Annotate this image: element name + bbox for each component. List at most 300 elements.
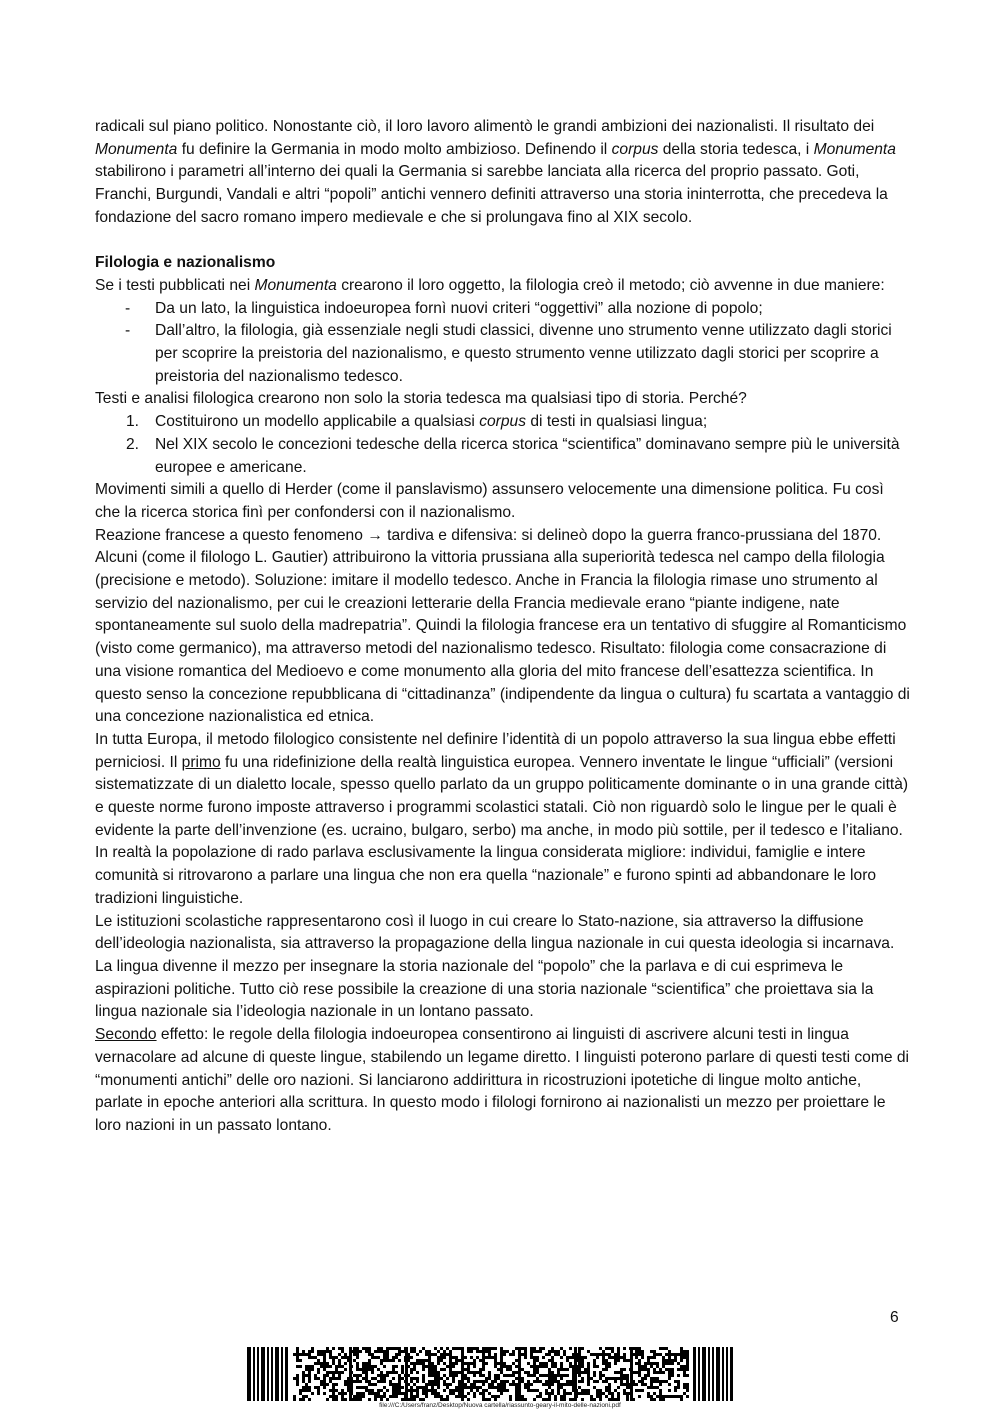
barcode-module [650, 1383, 653, 1386]
barcode-module [677, 1353, 680, 1356]
barcode-module [542, 1383, 545, 1386]
barcode-module [602, 1392, 605, 1395]
barcode-module [296, 1383, 299, 1386]
barcode-module [539, 1380, 542, 1383]
barcode-module [659, 1398, 662, 1401]
barcode-module [662, 1347, 665, 1350]
barcode-module [356, 1356, 359, 1359]
barcode-module [392, 1347, 395, 1350]
barcode-module [326, 1383, 329, 1386]
barcode-module [392, 1377, 395, 1380]
barcode-module [398, 1374, 401, 1377]
barcode-module [323, 1350, 326, 1353]
barcode-module [638, 1353, 641, 1356]
barcode-module [437, 1377, 440, 1380]
barcode-module [539, 1347, 542, 1350]
barcode-module [473, 1365, 476, 1368]
barcode-module [623, 1356, 626, 1359]
barcode-module [665, 1353, 668, 1356]
barcode-module [341, 1395, 344, 1398]
barcode-module [560, 1386, 563, 1389]
barcode-module [626, 1392, 629, 1395]
barcode-module [536, 1365, 539, 1368]
barcode-module [674, 1395, 677, 1398]
barcode-module [389, 1347, 392, 1350]
barcode-module [602, 1374, 605, 1377]
barcode-module [626, 1383, 629, 1386]
barcode-module [554, 1380, 557, 1383]
barcode-module [449, 1392, 452, 1395]
barcode-module [422, 1389, 425, 1392]
barcode-module [593, 1380, 596, 1383]
barcode-module [560, 1374, 563, 1377]
barcode-module [515, 1392, 518, 1395]
barcode-module [614, 1353, 617, 1356]
barcode-module [656, 1371, 659, 1374]
barcode-module [626, 1359, 629, 1362]
barcode-module [509, 1365, 512, 1368]
barcode-module [329, 1395, 332, 1398]
barcode-module [479, 1392, 482, 1395]
barcode-module [599, 1347, 602, 1350]
barcode-module [515, 1383, 518, 1386]
barcode-module [443, 1380, 446, 1383]
barcode-module [554, 1353, 557, 1356]
barcode-module [539, 1374, 542, 1377]
barcode-module [458, 1392, 461, 1395]
barcode-module [467, 1347, 470, 1350]
barcode-module [371, 1365, 374, 1368]
barcode-module [473, 1374, 476, 1377]
barcode-module [620, 1380, 623, 1383]
barcode-module [395, 1392, 398, 1395]
barcode-module [485, 1362, 488, 1365]
barcode-module [686, 1359, 689, 1362]
barcode-module [593, 1386, 596, 1389]
barcode-module [464, 1362, 467, 1365]
barcode-module [368, 1389, 371, 1392]
barcode-module [578, 1374, 581, 1377]
barcode-module [545, 1392, 548, 1395]
barcode-module [623, 1359, 626, 1362]
barcode-module [449, 1362, 452, 1365]
barcode-module [302, 1389, 305, 1392]
barcode-module [683, 1383, 686, 1386]
barcode-module [533, 1359, 536, 1362]
dash-list [95, 298, 910, 389]
barcode-module [311, 1350, 314, 1353]
barcode-module [485, 1356, 488, 1359]
barcode-module [410, 1368, 413, 1371]
barcode-module [356, 1377, 359, 1380]
barcode-module [503, 1362, 506, 1365]
barcode-module [527, 1383, 530, 1386]
barcode-module [341, 1356, 344, 1359]
barcode-module [416, 1386, 419, 1389]
barcode-module [599, 1398, 602, 1401]
barcode-module [332, 1389, 335, 1392]
barcode-module [401, 1368, 404, 1371]
barcode-module [452, 1374, 455, 1377]
barcode-module [443, 1374, 446, 1377]
barcode-module [650, 1362, 653, 1365]
barcode-module [521, 1395, 524, 1398]
barcode-module [578, 1368, 581, 1371]
barcode-module [578, 1356, 581, 1359]
barcode-module [344, 1353, 347, 1356]
barcode-module [656, 1362, 659, 1365]
barcode-module [425, 1392, 428, 1395]
barcode-module [305, 1395, 308, 1398]
barcode-module [443, 1356, 446, 1359]
barcode-module [335, 1377, 338, 1380]
barcode-module [377, 1389, 380, 1392]
barcode-module [299, 1353, 302, 1356]
barcode-module [551, 1356, 554, 1359]
barcode-module [332, 1386, 335, 1389]
barcode-module [686, 1368, 689, 1371]
barcode-module [605, 1386, 608, 1389]
barcode-module [308, 1377, 311, 1380]
barcode-module [392, 1389, 395, 1392]
barcode-module [467, 1386, 470, 1389]
barcode-module [452, 1347, 455, 1350]
barcode-module [599, 1374, 602, 1377]
barcode-module [554, 1377, 557, 1380]
barcode-module [491, 1383, 494, 1386]
barcode-module [314, 1377, 317, 1380]
barcode-module [614, 1362, 617, 1365]
barcode-module [530, 1356, 533, 1359]
barcode-module [446, 1353, 449, 1356]
barcode-module [590, 1353, 593, 1356]
barcode-module [353, 1380, 356, 1383]
barcode-module [365, 1350, 368, 1353]
barcode-module [425, 1395, 428, 1398]
barcode-module [422, 1347, 425, 1350]
barcode-module [584, 1356, 587, 1359]
barcode-module [656, 1377, 659, 1380]
barcode-module [371, 1389, 374, 1392]
barcode-module [482, 1350, 485, 1353]
barcode-module [500, 1362, 503, 1365]
barcode-module [608, 1353, 611, 1356]
barcode-module [614, 1356, 617, 1359]
barcode-module [563, 1389, 566, 1392]
barcode-module [617, 1377, 620, 1380]
barcode-module [494, 1398, 497, 1401]
barcode-module [485, 1377, 488, 1380]
barcode-module [500, 1392, 503, 1395]
barcode-module [353, 1359, 356, 1362]
barcode-module [494, 1359, 497, 1362]
barcode-module [296, 1350, 299, 1353]
barcode-module [515, 1371, 518, 1374]
barcode-module [560, 1356, 563, 1359]
italic-text: Monumenta [254, 276, 337, 294]
barcode-module [578, 1359, 581, 1362]
barcode-module [329, 1380, 332, 1383]
barcode-module [659, 1383, 662, 1386]
barcode-module [449, 1353, 452, 1356]
barcode-module [491, 1347, 494, 1350]
barcode-module [452, 1389, 455, 1392]
barcode-module [398, 1386, 401, 1389]
barcode-module [587, 1362, 590, 1365]
barcode-module [380, 1350, 383, 1353]
barcode-module [563, 1383, 566, 1386]
barcode-module [326, 1350, 329, 1353]
barcode-module [299, 1389, 302, 1392]
barcode-module [488, 1356, 491, 1359]
barcode-module [623, 1392, 626, 1395]
barcode-module [374, 1350, 377, 1353]
barcode-module [476, 1371, 479, 1374]
barcode-module [344, 1383, 347, 1386]
barcode-module [554, 1374, 557, 1377]
barcode-module [479, 1359, 482, 1362]
barcode-bar [722, 1347, 724, 1401]
barcode-module [308, 1380, 311, 1383]
barcode-module [416, 1377, 419, 1380]
barcode-module [605, 1389, 608, 1392]
barcode-module [482, 1383, 485, 1386]
barcode-module [515, 1359, 518, 1362]
barcode-module [416, 1389, 419, 1392]
barcode-module [548, 1350, 551, 1353]
barcode-module [446, 1386, 449, 1389]
barcode-module [566, 1392, 569, 1395]
barcode-module [464, 1386, 467, 1389]
barcode-module [485, 1389, 488, 1392]
barcode-module [596, 1365, 599, 1368]
barcode-module [674, 1389, 677, 1392]
barcode-module [464, 1383, 467, 1386]
barcode-module [434, 1380, 437, 1383]
barcode-module [323, 1383, 326, 1386]
barcode-module [356, 1362, 359, 1365]
barcode-module [362, 1377, 365, 1380]
barcode-module [365, 1371, 368, 1374]
barcode-module [425, 1389, 428, 1392]
barcode-module [362, 1365, 365, 1368]
barcode-module [506, 1365, 509, 1368]
barcode-module [596, 1389, 599, 1392]
barcode-module [635, 1353, 638, 1356]
barcode-module [617, 1386, 620, 1389]
barcode-module [455, 1386, 458, 1389]
barcode-module [512, 1374, 515, 1377]
barcode-module [668, 1368, 671, 1371]
barcode-module [296, 1347, 299, 1350]
barcode-module [302, 1374, 305, 1377]
barcode-module [452, 1377, 455, 1380]
barcode-module [509, 1398, 512, 1401]
barcode-module [602, 1380, 605, 1383]
barcode-module [545, 1353, 548, 1356]
barcode-module [500, 1389, 503, 1392]
barcode-bar [461, 1347, 464, 1401]
barcode-module [587, 1383, 590, 1386]
barcode-module [356, 1368, 359, 1371]
barcode-module [635, 1362, 638, 1365]
list-item [95, 320, 910, 388]
barcode-bar [275, 1347, 279, 1401]
barcode-module [359, 1374, 362, 1377]
barcode-module [434, 1374, 437, 1377]
barcode-bar [702, 1347, 706, 1401]
barcode-module [446, 1377, 449, 1380]
barcode-module [380, 1398, 383, 1401]
barcode-module [293, 1353, 296, 1356]
paragraph-method [95, 275, 910, 298]
barcode-module [536, 1359, 539, 1362]
barcode-module [314, 1362, 317, 1365]
barcode-module [668, 1353, 671, 1356]
barcode-module [539, 1392, 542, 1395]
list-item [95, 411, 910, 434]
barcode-module [653, 1386, 656, 1389]
barcode-module [500, 1359, 503, 1362]
barcode-module [653, 1392, 656, 1395]
barcode-module [644, 1365, 647, 1368]
barcode-module [536, 1371, 539, 1374]
barcode-module [515, 1347, 518, 1350]
barcode-module [674, 1386, 677, 1389]
barcode-module [653, 1398, 656, 1401]
footer-file-path: file:///C:/Users/franz/Desktop/Nuova cartella/riassunto-geary-il-mito-delle-nazioni.pdf [379, 1402, 621, 1409]
barcode-module [479, 1374, 482, 1377]
barcode-module [680, 1356, 683, 1359]
barcode-module [482, 1389, 485, 1392]
barcode-module [455, 1371, 458, 1374]
barcode-module [428, 1389, 431, 1392]
barcode-module [422, 1398, 425, 1401]
barcode-module [374, 1392, 377, 1395]
barcode-module [320, 1365, 323, 1368]
barcode-module [416, 1371, 419, 1374]
barcode-module [674, 1353, 677, 1356]
barcode-module [479, 1386, 482, 1389]
barcode-module [680, 1353, 683, 1356]
barcode-module [650, 1380, 653, 1383]
text-run: radicali sul piano politico. Nonostante ciò, il loro lavoro alimentò le grandi ambizioni dei nazionalisti. Il risultato dei [95, 118, 875, 135]
barcode-module [500, 1353, 503, 1356]
barcode-module [512, 1362, 515, 1365]
barcode-module [530, 1365, 533, 1368]
barcode-module [578, 1353, 581, 1356]
barcode-module [410, 1380, 413, 1383]
barcode-module [653, 1368, 656, 1371]
barcode-module [440, 1377, 443, 1380]
barcode-module [578, 1347, 581, 1350]
barcode-module [311, 1347, 314, 1350]
barcode-module [608, 1386, 611, 1389]
barcode-module [392, 1371, 395, 1374]
barcode-module [488, 1383, 491, 1386]
barcode-module [452, 1392, 455, 1395]
barcode-module [599, 1371, 602, 1374]
barcode-bar [726, 1347, 728, 1401]
barcode-module [428, 1368, 431, 1371]
barcode-module [671, 1353, 674, 1356]
barcode-module [434, 1383, 437, 1386]
barcode-module [551, 1392, 554, 1395]
barcode-module [320, 1362, 323, 1365]
barcode-module [635, 1347, 638, 1350]
barcode-module [449, 1389, 452, 1392]
barcode-module [476, 1347, 479, 1350]
barcode-module [638, 1371, 641, 1374]
barcode-module [485, 1347, 488, 1350]
barcode-module [593, 1365, 596, 1368]
barcode-module [470, 1347, 473, 1350]
barcode-module [677, 1395, 680, 1398]
text-run: Reazione francese a questo fenomeno → tardiva e difensiva: si delineò dopo la guerra franco-prussiana del 1870. Alcuni (come il filologo L. Gautier) attribuirono la vittoria prussiana alla superiorità tedesca nel campo della filologia (precisione e metodo). Soluzione: imitare il modello tedesco. Anche in Francia la filologia rimase uno strumento al servizio del nazionalismo, per cui le creazioni letterarie della Francia medievale erano “piante indigene, nate spontaneamente sul suolo della madrepatria”. Quindi la filologia francese era un tentativo di sfuggire al Romanticismo (visto come germanico), ma attraverso metodi del nazionalismo tedesco. Risultato: filologia come consacrazione di una visione romantica del Medioevo e come monumento alla gloria del mito francese dell’esattezza scientifica. In questo senso la concezione repubblicana di “cittadinanza” (indipendente da lingua o cultura) fu scartata a vantaggio di una concezione nazionalistica ed etnica. [95, 526, 910, 726]
barcode-module [365, 1389, 368, 1392]
barcode-module [368, 1380, 371, 1383]
barcode-module [443, 1350, 446, 1353]
barcode-module [542, 1347, 545, 1350]
barcode-module [542, 1374, 545, 1377]
barcode-module [398, 1383, 401, 1386]
barcode-module [335, 1398, 338, 1401]
barcode-module [422, 1386, 425, 1389]
barcode-module [602, 1353, 605, 1356]
barcode-module [293, 1395, 296, 1398]
barcode-module [620, 1377, 623, 1380]
barcode-bar [630, 1347, 633, 1401]
barcode-module [548, 1377, 551, 1380]
barcode-module [641, 1356, 644, 1359]
barcode-module [326, 1371, 329, 1374]
barcode-module [470, 1362, 473, 1365]
barcode-module [458, 1389, 461, 1392]
barcode-module [308, 1350, 311, 1353]
barcode-module [605, 1368, 608, 1371]
barcode-module [539, 1362, 542, 1365]
barcode-module [494, 1362, 497, 1365]
barcode-module [440, 1353, 443, 1356]
barcode-module [440, 1359, 443, 1362]
barcode-module [497, 1377, 500, 1380]
barcode-module [455, 1347, 458, 1350]
barcode-module [374, 1395, 377, 1398]
barcode-module [509, 1395, 512, 1398]
barcode-module [365, 1377, 368, 1380]
barcode-module [410, 1377, 413, 1380]
barcode-module [551, 1365, 554, 1368]
barcode-module [305, 1383, 308, 1386]
text-run: Nel XIX secolo le concezioni tedesche della ricerca storica “scientifica” dominavano sempre più le università europee e americane. [155, 435, 900, 476]
barcode-module [395, 1365, 398, 1368]
barcode-module [521, 1347, 524, 1350]
barcode-module [335, 1383, 338, 1386]
barcode-module [332, 1398, 335, 1401]
barcode-graphic [247, 1347, 733, 1401]
barcode-module [308, 1398, 311, 1401]
barcode-module [584, 1371, 587, 1374]
barcode-module [329, 1371, 332, 1374]
barcode-module [539, 1350, 542, 1353]
barcode-module [317, 1362, 320, 1365]
list-marker: - [125, 299, 131, 317]
barcode-module [491, 1395, 494, 1398]
text-run: di testi in qualsiasi lingua; [526, 413, 708, 431]
barcode-module [611, 1398, 614, 1401]
barcode-module [533, 1368, 536, 1371]
barcode-module [665, 1347, 668, 1350]
